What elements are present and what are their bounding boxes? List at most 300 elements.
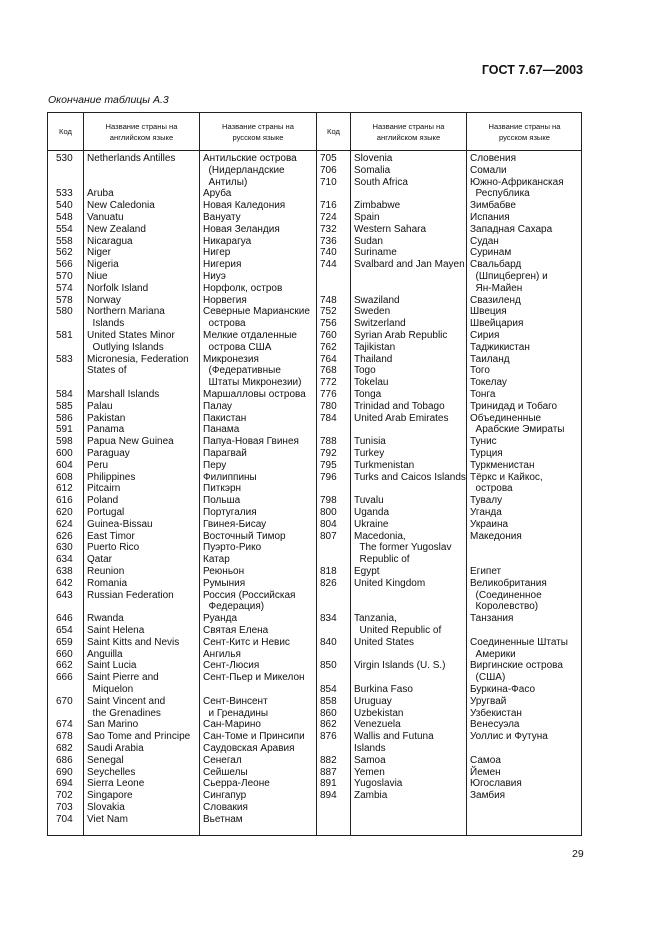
country-code: 660 [56,648,73,660]
country-name-russian: и Гренадины [203,707,269,719]
country-code: 704 [56,813,73,825]
column-divider [83,113,84,835]
country-name-english: Marshall Islands [87,389,160,400]
country-name-russian: Уругвай [470,695,507,707]
country-name-russian: Америки [470,648,516,660]
country-code: 788 [320,436,337,448]
country-code: 860 [320,707,337,719]
country-name-russian: Новая Зеландия [203,223,280,235]
country-name-english: Pitcairn [87,483,121,495]
country-code: 554 [56,223,73,235]
country-name-english: Uganda [354,507,390,518]
country-name-russian: Нигерия [203,259,242,271]
country-name-english: United Arab Emirates [354,412,449,424]
country-code: 850 [320,660,337,672]
header-russian-name: Название страны на русском языке [488,121,561,142]
country-name-english: South Africa [354,176,408,188]
country-name-english: Nigeria [87,259,119,271]
country-name-english: United States Minor [87,330,175,341]
country-name-english: Macedonia, [354,530,406,542]
country-code: 682 [56,743,73,754]
country-code: 659 [56,636,73,648]
country-name-english: Papua New Guinea [87,436,174,448]
country-code: 724 [320,212,337,223]
country-name-english: Switzerland [354,318,406,330]
country-code: 740 [320,247,337,259]
country-code: 858 [320,695,337,707]
country-name-russian: Соединенные Штаты [470,636,568,648]
column-divider [466,113,467,835]
country-name-english: Norway [87,294,121,306]
country-name-english: Tunisia [354,436,386,448]
country-name-russian: Новая Каледония [203,200,286,212]
country-code: 616 [56,495,73,507]
country-name-english: Turkey [354,448,385,459]
country-name-english: Sudan [354,235,383,247]
country-name-russian: Египет [470,566,502,577]
country-name-russian: Панама [203,424,240,436]
country-name-english: Swaziland [354,294,400,306]
country-code: 854 [320,684,337,695]
country-name-english: Turks and Caicos Islands [354,471,466,483]
country-name-russian: Вануату [203,212,241,223]
country-name-russian: Таджикистан [470,341,530,353]
country-name-russian: Польша [203,495,241,507]
country-name-english: Saint Pierre and [87,672,159,684]
country-code: 732 [320,223,337,235]
country-name-russian: Сан-Марино [203,719,261,731]
country-name-english: Saint Helena [87,625,145,636]
country-name-english: Reunion [87,566,125,577]
country-name-english: Sao Tome and Principe [87,731,191,743]
country-code: 744 [320,259,337,271]
country-code: 674 [56,719,73,731]
country-name-russian: Реюньон [203,566,245,577]
country-name-russian: Гвинея-Бисау [203,518,267,530]
country-name-russian: Самоа [470,754,501,766]
country-name-russian: Руанда [203,613,238,625]
country-name-english: Saudi Arabia [87,743,144,754]
country-name-english: Suriname [354,247,397,259]
country-code: 756 [320,318,337,330]
country-name-russian: Маршалловы острова [203,389,306,400]
country-name-english: Svalbard and Jan Mayen [354,259,465,271]
country-name-russian: Суринам [470,247,512,259]
country-code: 638 [56,566,73,577]
country-name-english: Rwanda [87,613,124,625]
country-code: 800 [320,507,337,518]
country-code: 826 [320,577,337,589]
country-name-english: States of [87,365,127,377]
country-code: 584 [56,389,73,400]
country-code: 784 [320,412,337,424]
country-code: 608 [56,471,73,483]
country-name-english: Pakistan [87,412,126,424]
country-name-english: Uzbekistan [354,707,404,719]
country-name-russian: Республика [470,188,530,200]
country-name-russian: Королевство) [470,601,539,613]
country-code: 710 [320,176,337,188]
column-divider [316,113,317,835]
country-name-english: Slovakia [87,802,125,813]
country-name-russian: (США) [470,672,506,684]
country-name-english: San Marino [87,719,139,731]
country-name-english: Spain [354,212,380,223]
country-name-russian: Украина [470,518,509,530]
country-name-english: Guinea-Bissau [87,518,153,530]
country-code: 646 [56,613,73,625]
country-name-english: the Grenadines [87,707,161,719]
country-name-english: United States [354,636,415,648]
country-name-english: Western Sahara [354,223,427,235]
country-name-russian: Великобритания [470,577,547,589]
country-code: 702 [56,790,73,802]
country-code: 772 [320,377,337,389]
country-code: 764 [320,353,337,365]
country-code: 630 [56,542,73,554]
country-name-english: Venezuela [354,719,401,731]
country-code: 798 [320,495,337,507]
country-name-russian: Штаты Микронезии) [203,377,302,389]
country-code: 570 [56,271,73,282]
header-divider [48,150,581,151]
country-name-russian: Сьерра-Леоне [203,778,270,790]
country-code: 586 [56,412,73,424]
country-name-english: Thailand [354,353,393,365]
country-name-russian: Ян-Майен [470,282,523,294]
country-name-russian: Зимбабве [470,200,516,212]
country-name-russian: Парагвай [203,448,247,459]
country-code: 642 [56,577,73,589]
country-code: 583 [56,353,73,365]
country-code: 540 [56,200,73,212]
country-name-russian: Норфолк, остров [203,282,283,294]
country-code: 818 [320,566,337,577]
country-name-english: Russian Federation [87,589,174,601]
country-name-russian: Никарагуа [203,235,252,247]
country-name-english: Samoa [354,754,386,766]
country-code: 643 [56,589,73,601]
country-name-russian: Норвегия [203,294,247,306]
country-name-russian: Уганда [470,507,502,518]
country-name-russian: Восточный Тимор [203,530,286,542]
country-name-russian: Токелау [470,377,507,389]
country-name-russian: Туркменистан [470,459,535,471]
country-name-english: Yemen [354,766,385,778]
country-name-russian: Сент-Винсент [203,695,268,707]
country-name-english: Miquelon [87,684,134,695]
country-code: 533 [56,188,73,200]
country-name-english: Slovenia [354,153,393,164]
country-name-russian: (Соединенное [470,589,542,601]
country-code: 580 [56,306,73,318]
country-code: 598 [56,436,73,448]
country-code: 620 [56,507,73,518]
country-code: 654 [56,625,73,636]
country-name-english: Yugoslavia [354,778,403,790]
country-name-russian: Сент-Люсия [203,660,260,672]
country-code: 792 [320,448,337,459]
country-code: 752 [320,306,337,318]
country-name-english: Palau [87,400,113,412]
country-name-english: Tanzania, [354,613,397,625]
country-code: 530 [56,153,73,164]
country-name-english: Anguilla [87,648,123,660]
country-name-russian: Тринидад и Тобаго [470,400,558,412]
country-code: 562 [56,247,73,259]
country-code: 834 [320,613,337,625]
country-name-russian: Аруба [203,188,232,200]
country-name-english: East Timor [87,530,135,542]
country-name-russian: Ниуэ [203,271,226,282]
country-name-russian: Западная Сахара [470,223,553,235]
country-name-russian: (Нидерландские [203,164,285,176]
country-name-english: Philippines [87,471,136,483]
country-name-english: United Republic of [354,625,442,636]
country-code: 670 [56,695,73,707]
country-name-english: Tuvalu [354,495,384,507]
country-name-russian: острова США [203,341,272,353]
country-name-russian: Палау [203,400,233,412]
country-name-russian: Катар [203,554,230,566]
country-name-english: Virgin Islands (U. S.) [354,660,446,672]
country-code: 694 [56,778,73,790]
country-name-russian: Сейшелы [203,766,248,778]
country-code: 796 [320,471,337,483]
country-name-english: Tokelau [354,377,389,389]
country-name-russian: Мелкие отдаленные [203,330,297,341]
country-code: 795 [320,459,337,471]
country-name-russian: Тувалу [470,495,503,507]
country-name-russian: Румыния [203,577,246,589]
country-code: 804 [320,518,337,530]
country-name-russian: (Федеративные [203,365,281,377]
country-code: 624 [56,518,73,530]
country-name-russian: Сент-Китс и Невис [203,636,290,648]
country-name-russian: Ангилья [203,648,241,660]
country-name-english: Republic of [354,554,410,566]
country-name-english: Zimbabwe [354,200,401,212]
country-code: 686 [56,754,73,766]
country-name-russian: Свазиленд [470,294,521,306]
column-divider [199,113,200,835]
country-name-russian: Югославия [470,778,522,790]
country-code: 626 [56,530,73,542]
country-name-russian: Объединенные [470,412,542,424]
country-code: 760 [320,330,337,341]
table-caption: Окончание таблицы А.3 [48,94,169,106]
country-name-english: Niger [87,247,111,259]
country-name-russian: Буркина-Фасо [470,684,536,695]
country-name-russian: (Шпицберген) и [470,271,548,282]
country-code: 716 [320,200,337,212]
header-code: Код [327,127,340,136]
country-name-russian: Саудовская Аравия [203,743,295,754]
country-name-russian: Сингапур [203,790,247,802]
country-name-russian: Замбия [470,790,506,802]
column-divider [350,113,351,835]
country-name-russian: Йемен [470,766,501,778]
country-name-russian: Антильские острова [203,153,297,164]
country-name-russian: Португалия [203,507,257,518]
country-code: 887 [320,766,337,778]
header-english-name: Название страны на английском языке [105,121,178,142]
country-name-english: Vanuatu [87,212,124,223]
country-name-english: United Kingdom [354,577,426,589]
country-code: 705 [320,153,337,164]
country-code: 876 [320,731,337,743]
country-code: 574 [56,282,73,294]
country-name-russian: Тонга [470,389,496,400]
country-code: 776 [320,389,337,400]
country-name-russian: Сомали [470,164,507,176]
country-name-english: Portugal [87,507,125,518]
country-name-english: Viet Nam [87,813,128,825]
country-name-russian: Танзания [470,613,514,625]
country-name-english: Wallis and Futuna [354,731,434,743]
country-code: 548 [56,212,73,223]
country-name-russian: Швеция [470,306,507,318]
country-name-russian: Тунис [470,436,497,448]
country-code: 807 [320,530,337,542]
country-name-english: Tajikistan [354,341,396,353]
country-name-russian: острова [470,483,513,495]
country-name-english: Islands [87,318,125,330]
country-name-english: Uruguay [354,695,392,707]
country-name-english: Tonga [354,389,382,400]
country-name-english: Romania [87,577,128,589]
country-name-russian: Федерация) [203,601,265,613]
country-code: 578 [56,294,73,306]
country-codes-table [47,112,582,836]
country-name-english: Saint Vincent and [87,695,166,707]
country-name-english: Trinidad and Tobago [354,400,445,412]
country-name-english: Norfolk Island [87,282,149,294]
country-name-russian: Сенегал [203,754,242,766]
country-name-russian: Того [470,365,490,377]
country-code: 585 [56,400,73,412]
country-name-english: Islands [354,743,386,754]
country-name-russian: Таиланд [470,353,510,365]
header-russian-name: Название страны на русском языке [222,121,294,142]
page-number: 29 [572,848,584,860]
country-name-english: Sierra Leone [87,778,145,790]
country-name-russian: Узбекистан [470,707,522,719]
country-name-russian: Виргинские острова [470,660,563,672]
country-code: 591 [56,424,73,436]
country-code: 882 [320,754,337,766]
country-code: 678 [56,731,73,743]
country-name-english: Somalia [354,164,391,176]
country-name-english: Paraguay [87,448,130,459]
country-name-english: Turkmenistan [354,459,415,471]
country-name-russian: Судан [470,235,499,247]
country-name-russian: Вьетнам [203,813,243,825]
country-name-english: New Caledonia [87,200,155,212]
country-name-russian: Сирия [470,330,500,341]
country-code: 666 [56,672,73,684]
country-name-english: Sweden [354,306,391,318]
country-name-russian: Испания [470,212,510,223]
country-code: 762 [320,341,337,353]
country-code: 612 [56,483,73,495]
country-name-russian: Филиппины [203,471,257,483]
country-code: 566 [56,259,73,271]
country-name-english: Syrian Arab Republic [354,330,448,341]
country-name-russian: Свальбард [470,259,522,271]
country-name-russian: Швейцария [470,318,524,330]
country-code: 768 [320,365,337,377]
country-name-english: Puerto Rico [87,542,140,554]
country-name-english: Egypt [354,566,380,577]
country-name-english: Togo [354,365,376,377]
country-code: 894 [320,790,337,802]
country-name-russian: Святая Елена [203,625,269,636]
country-name-russian: острова [203,318,246,330]
country-name-russian: Македония [470,530,522,542]
country-name-english: Ukraine [354,518,389,530]
country-name-english: Micronesia, Federation [87,353,189,365]
document-standard-number: ГОСТ 7.67—2003 [481,63,583,77]
country-name-english: Qatar [87,554,113,566]
country-name-russian: Сан-Томе и Принсипи [203,731,305,743]
country-code: 600 [56,448,73,459]
country-name-english: Saint Lucia [87,660,137,672]
country-code: 690 [56,766,73,778]
country-name-english: The former Yugoslav [354,542,452,554]
country-name-english: Seychelles [87,766,136,778]
country-code: 581 [56,330,73,341]
country-code: 706 [320,164,337,176]
country-code: 634 [56,554,73,566]
country-name-english: Poland [87,495,119,507]
country-name-russian: Арабские Эмираты [470,424,565,436]
country-code: 558 [56,235,73,247]
country-name-russian: Микронезия [203,353,259,365]
country-name-english: Aruba [87,188,114,200]
country-name-russian: Перу [203,459,227,471]
country-name-russian: Тёркс и Кайкос, [470,471,543,483]
country-name-english: Singapore [87,790,133,802]
country-name-english: Burkina Faso [354,684,413,695]
country-name-english: Nicaragua [87,235,133,247]
country-code: 748 [320,294,337,306]
country-name-russian: Пуэрто-Рико [203,542,262,554]
country-code: 840 [320,636,337,648]
country-name-english: Netherlands Antilles [87,153,176,164]
country-name-russian: Нигер [203,247,231,259]
country-name-russian: Уоллис и Футуна [470,731,548,743]
country-name-russian: Питкэрн [203,483,242,495]
country-name-english: Zambia [354,790,388,802]
country-name-russian: Папуа-Новая Гвинея [203,436,299,448]
country-name-russian: Антилы) [203,176,248,188]
country-name-english: Niue [87,271,108,282]
country-name-russian: Турция [470,448,503,459]
country-code: 703 [56,802,73,813]
country-code: 780 [320,400,337,412]
country-name-russian: Пакистан [203,412,247,424]
country-name-english: New Zealand [87,223,146,235]
country-name-english: Northern Mariana [87,306,165,318]
country-code: 862 [320,719,337,731]
country-code: 604 [56,459,73,471]
country-code: 891 [320,778,337,790]
country-name-english: Panama [87,424,125,436]
country-name-russian: Словения [470,153,517,164]
country-name-english: Senegal [87,754,124,766]
country-name-russian: Венесуэла [470,719,520,731]
